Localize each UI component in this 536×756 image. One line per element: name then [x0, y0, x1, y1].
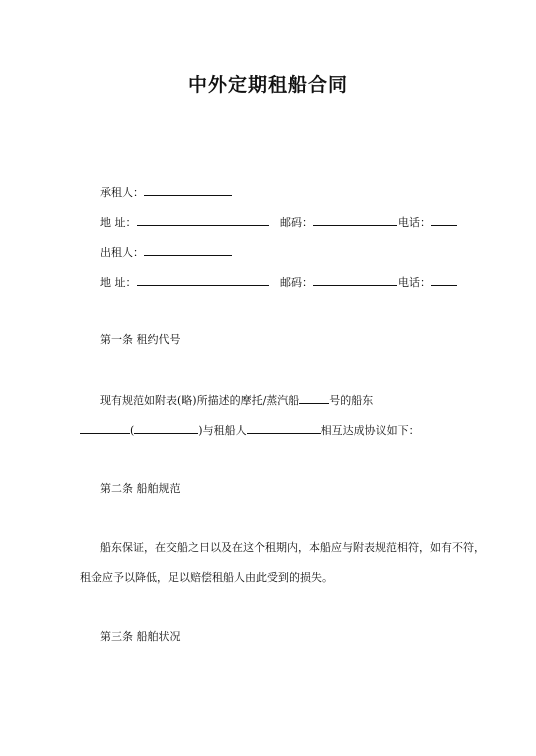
- article-1-heading: 第一条 租约代号: [100, 333, 181, 346]
- charterer-phone-label: 电话：: [398, 216, 431, 229]
- charterer-address-label: 地 址：: [100, 216, 137, 229]
- charterer-postcode-label: 邮码：: [280, 216, 313, 229]
- charterer-phone-blank: [431, 214, 457, 226]
- charterer-postcode-line: [280, 214, 397, 230]
- owner-label: 出租人：: [100, 246, 144, 259]
- art1-text-c: (: [130, 424, 135, 437]
- art1-text-e: 相互达成协议如下：: [320, 424, 420, 437]
- owner-phone-label: 电话：: [398, 276, 431, 289]
- charterer-label: 承租人：: [100, 186, 144, 199]
- charterer-postcode-blank: [313, 214, 397, 226]
- owner-line: [100, 244, 232, 260]
- document-title: 中外定期租船合同: [187, 74, 348, 96]
- owner-phone-line: [398, 274, 457, 290]
- ship-number-blank: [299, 392, 329, 404]
- article-2-paragraph-line-2: 租金应予以降低，足以赔偿租船人由此受到的损失。: [80, 571, 333, 584]
- charterer-phone-line: [398, 214, 457, 230]
- owner-blank: [144, 244, 232, 256]
- owner-postcode-line: [280, 274, 397, 290]
- owner-postcode-label: 邮码：: [280, 276, 313, 289]
- owner-name-blank: [80, 422, 130, 434]
- owner-address-label: 地 址：: [100, 276, 137, 289]
- charterer-name-blank: [247, 422, 321, 434]
- charterer-address-line: [100, 214, 269, 230]
- article-3-heading: 第三条 船舶状况: [100, 630, 181, 643]
- article-2-paragraph-line-1: 船东保证，在交船之日以及在这个租期内，本船应与附表规范相符，如有不符，: [100, 541, 485, 554]
- owner-postcode-blank: [313, 274, 397, 286]
- owner-address-line: [100, 274, 269, 290]
- owner-alt-blank: [134, 422, 198, 434]
- charterer-line: [100, 184, 232, 200]
- art1-text-d: )与租船人: [198, 424, 247, 437]
- charterer-blank: [144, 184, 232, 196]
- owner-phone-blank: [431, 274, 457, 286]
- article-1-paragraph-line-2: [80, 422, 420, 438]
- art1-text-b: 号的船东: [329, 394, 374, 407]
- article-1-paragraph-line-1: [100, 392, 373, 408]
- charterer-address-blank: [137, 214, 269, 226]
- owner-address-blank: [137, 274, 269, 286]
- article-2-heading: 第二条 船舶规范: [100, 482, 181, 495]
- art1-text-a: 现有规范如附表(略)所描述的摩托/蒸汽船: [100, 394, 300, 407]
